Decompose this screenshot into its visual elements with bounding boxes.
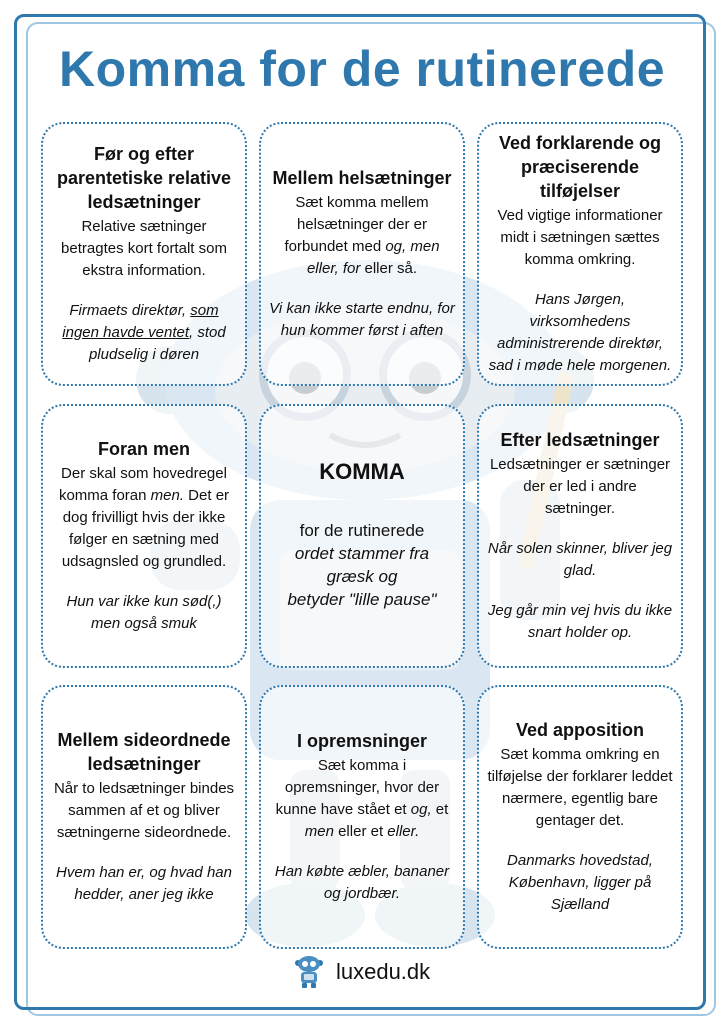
- card-example: [51, 300, 237, 366]
- card-opremsninger: [259, 685, 465, 949]
- card-body: [269, 192, 455, 280]
- card-example: Jeg går min vej hvis du ikke snart holder op.: [487, 602, 673, 641]
- card-body: Når to ledsætninger bindes sammen af et og bliver sætningerne sideordnede.: [53, 780, 235, 841]
- card-foran-men: [41, 404, 247, 668]
- card-example: Hun var ikke kun sød(,) men også smuk: [66, 593, 222, 632]
- center-subtitle-italic: ordet stammer fra græsk og: [294, 544, 430, 586]
- card-body: Ved vigtige informationer midt i sætningen sættes komma omkring.: [497, 207, 663, 268]
- body-text: Der skal som hovedregel komma foran: [58, 465, 227, 504]
- card-heading: I opremsninger: [296, 731, 428, 751]
- body-text: eller så.: [360, 260, 418, 277]
- body-emphasis: og,: [410, 801, 432, 818]
- page-title: Komma for de rutinerede: [58, 41, 666, 97]
- body-emphasis: men: [304, 823, 334, 840]
- card-efter-ledsaetninger: [477, 404, 683, 668]
- body-text: Sæt komma mellem helsætninger der er forbundet med: [284, 194, 429, 255]
- body-text: Sæt komma i opremsninger, hvor der kunne have stået et: [275, 757, 440, 818]
- site-link[interactable]: luxedu.dk: [335, 959, 431, 984]
- card-heading: Mellem sideordnede ledsætninger: [57, 730, 231, 774]
- robot-icon: [294, 955, 324, 989]
- card-mellem-helsaetninger: [259, 122, 465, 386]
- card-example: Danmarks hovedstad, København, ligger på Sjælland: [507, 852, 653, 913]
- card-apposition: [477, 685, 683, 949]
- center-heading: KOMMA: [319, 459, 405, 484]
- card-body: Relative sætninger betragtes kort fortalt som ekstra information.: [61, 218, 227, 279]
- card-parentetiske-relative: [41, 122, 247, 386]
- card-example: Hvem han er, og hvad han hedder, aner jeg ikke: [56, 864, 232, 903]
- body-emphasis: men.: [150, 487, 185, 504]
- card-sideordnede-ledsaetninger: [41, 685, 247, 949]
- footer: [0, 955, 724, 989]
- card-komma-center: [259, 404, 465, 668]
- card-heading: Mellem helsætninger: [272, 168, 452, 188]
- card-example: Hans Jørgen, virksomhedens administrerende direktør, sad i møde hele morgenen.: [488, 291, 672, 374]
- card-heading: Foran men: [97, 439, 190, 459]
- card-example: Vi kan ikke starte endnu, for hun kommer først i aften: [269, 300, 455, 339]
- card-example: Når solen skinner, bliver jeg glad.: [487, 540, 673, 579]
- example-underlined-text: som ingen havde ventet: [62, 302, 219, 341]
- card-example: Han købte æbler, bananer og jordbær.: [274, 863, 450, 902]
- example-text: , stod pludselig i døren: [88, 324, 226, 363]
- body-text: eller et: [333, 823, 388, 840]
- card-body: [269, 755, 455, 843]
- card-heading: Efter ledsætninger: [500, 430, 660, 450]
- card-body: [51, 463, 237, 573]
- card-body: Ledsætninger er sætninger der er led i andre sætninger.: [489, 456, 671, 517]
- center-subtitle-line: for de rutinerede: [299, 521, 425, 540]
- body-text: et: [431, 801, 449, 818]
- example-text: Firmaets direktør,: [69, 302, 191, 319]
- center-subtitle-line: betyder "lille pause": [287, 590, 437, 609]
- card-heading: Ved forklarende og præciserende tilføjelser: [498, 133, 662, 201]
- card-body: Sæt komma omkring en tilføjelse der forklarer leddet nærmere, egentlig bare gentager det.: [487, 746, 673, 829]
- body-text: Det er dog frivilligt hvis der ikke følger en sætning med udsagnsled og grundled.: [61, 487, 230, 570]
- center-subtitle: [269, 519, 455, 611]
- card-heading: Før og efter parentetiske relative ledsætninger: [56, 144, 232, 212]
- body-emphasis: eller.: [387, 823, 420, 840]
- card-forklarende-tilfoejelser: [477, 122, 683, 386]
- card-heading: Ved apposition: [515, 720, 644, 740]
- body-emphasis: og, men eller, for: [306, 238, 440, 277]
